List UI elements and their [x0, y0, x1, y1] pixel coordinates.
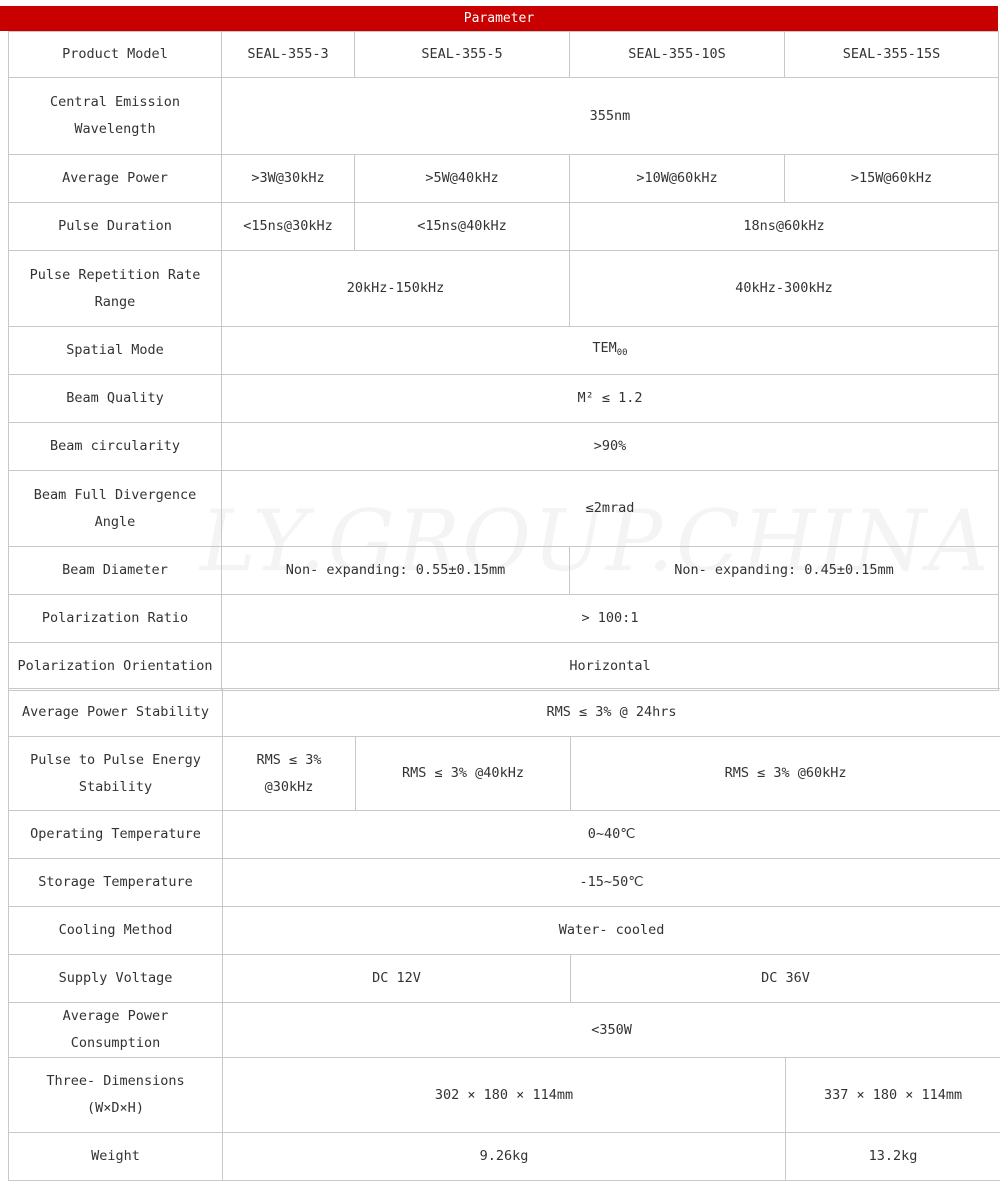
- row-label: Average Power Consumption: [9, 1003, 223, 1058]
- row-label: Storage Temperature: [9, 859, 223, 907]
- row-label: Polarization Ratio: [9, 595, 222, 643]
- row-label: Pulse Duration: [9, 203, 222, 251]
- cell-value: > 100:1: [222, 595, 999, 643]
- cell-value: Non- expanding: 0.45±0.15mm: [570, 547, 999, 595]
- cell-value: 337 × 180 × 114mm: [786, 1058, 1000, 1133]
- cell-value: <15ns@30kHz: [222, 203, 355, 251]
- row-label: Beam circularity: [9, 423, 222, 471]
- row-label: Average Power: [9, 155, 222, 203]
- row-label: Average Power Stability: [9, 689, 223, 737]
- cell-value: SEAL-355-10S: [570, 32, 785, 78]
- cell-value: RMS ≤ 3% @40kHz: [356, 737, 571, 811]
- cell-value: DC 36V: [571, 955, 1000, 1003]
- cell-value: >90%: [222, 423, 999, 471]
- row-beam-circularity: [9, 423, 999, 471]
- row-storage-temperature: [9, 859, 1000, 907]
- cell-value: 9.26kg: [223, 1133, 786, 1181]
- row-label: Supply Voltage: [9, 955, 223, 1003]
- row-label: Cooling Method: [9, 907, 223, 955]
- row-label: Product Model: [9, 32, 222, 78]
- cell-value: RMS ≤ 3% @60kHz: [571, 737, 1000, 811]
- cell-value: 355nm: [222, 78, 999, 155]
- row-label: Central Emission Wavelength: [9, 78, 222, 155]
- cell-value: 20kHz-150kHz: [222, 251, 570, 327]
- row-label: Three- Dimensions (W×D×H): [9, 1058, 223, 1133]
- row-product-model: [9, 32, 999, 78]
- row-beam-divergence: [9, 471, 999, 547]
- spatial-mode-value: TEM: [592, 340, 616, 356]
- cell-value: -15~50℃: [223, 859, 1000, 907]
- cell-value: ≤2mrad: [222, 471, 999, 547]
- cell-value: >3W@30kHz: [222, 155, 355, 203]
- cell-value: >5W@40kHz: [355, 155, 570, 203]
- spatial-mode-subscript: 00: [617, 348, 628, 358]
- row-power-stability: [9, 689, 1000, 737]
- row-dimensions: [9, 1058, 1000, 1133]
- cell-value: [222, 327, 999, 375]
- cell-value: >10W@60kHz: [570, 155, 785, 203]
- row-pulse-duration: [9, 203, 999, 251]
- parameter-header: Parameter: [0, 6, 998, 31]
- row-label: Spatial Mode: [9, 327, 222, 375]
- cell-value: 302 × 180 × 114mm: [223, 1058, 786, 1133]
- row-label: Weight: [9, 1133, 223, 1181]
- cell-value: <350W: [223, 1003, 1000, 1058]
- cell-value: Non- expanding: 0.55±0.15mm: [222, 547, 570, 595]
- cell-value: 18ns@60kHz: [570, 203, 999, 251]
- row-label: Polarization Orientation: [9, 643, 222, 691]
- row-label: Pulse Repetition Rate Range: [9, 251, 222, 327]
- cell-value: >15W@60kHz: [785, 155, 999, 203]
- row-central-wavelength: [9, 78, 999, 155]
- spec-table-lower: [8, 688, 1000, 1181]
- row-power-consumption: [9, 1003, 1000, 1058]
- row-label: Operating Temperature: [9, 811, 223, 859]
- cell-value: RMS ≤ 3% @30kHz: [223, 737, 356, 811]
- row-label: Pulse to Pulse Energy Stability: [9, 737, 223, 811]
- row-operating-temperature: [9, 811, 1000, 859]
- row-cooling-method: [9, 907, 1000, 955]
- row-label: Beam Full Divergence Angle: [9, 471, 222, 547]
- cell-value: Horizontal: [222, 643, 999, 691]
- cell-value: 13.2kg: [786, 1133, 1000, 1181]
- row-weight: [9, 1133, 1000, 1181]
- row-polarization-ratio: [9, 595, 999, 643]
- cell-value: <15ns@40kHz: [355, 203, 570, 251]
- cell-value: RMS ≤ 3% @ 24hrs: [223, 689, 1000, 737]
- cell-value: DC 12V: [223, 955, 571, 1003]
- cell-value: SEAL-355-5: [355, 32, 570, 78]
- row-pulse-energy-stability: [9, 737, 1000, 811]
- cell-value: 0~40℃: [223, 811, 1000, 859]
- cell-value: Water- cooled: [223, 907, 1000, 955]
- cell-value: M² ≤ 1.2: [222, 375, 999, 423]
- row-spatial-mode: [9, 327, 999, 375]
- row-label: Beam Quality: [9, 375, 222, 423]
- cell-value: SEAL-355-3: [222, 32, 355, 78]
- spec-table-upper: [8, 31, 999, 691]
- cell-value: 40kHz-300kHz: [570, 251, 999, 327]
- cell-value: SEAL-355-15S: [785, 32, 999, 78]
- row-polarization-orientation: [9, 643, 999, 691]
- row-beam-diameter: [9, 547, 999, 595]
- row-supply-voltage: [9, 955, 1000, 1003]
- row-label: Beam Diameter: [9, 547, 222, 595]
- row-beam-quality: [9, 375, 999, 423]
- row-average-power: [9, 155, 999, 203]
- row-pulse-repetition: [9, 251, 999, 327]
